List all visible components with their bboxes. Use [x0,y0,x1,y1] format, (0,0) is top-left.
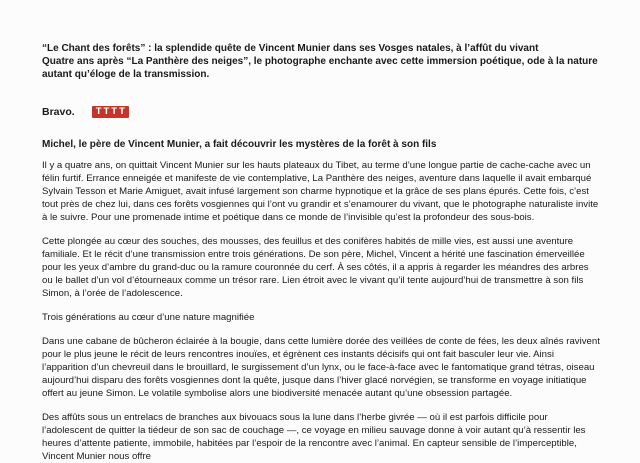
verdict-row [42,105,600,118]
article-paragraph-4: Des affûts sous un entrelacs de branches aux bivouacs sous la lune dans l’herbe givrée — où il est parfois difficile pour l’adolescent de quitter la tiédeur de son sac de couchage —, ce voyage en milieu sauvage donne à voir autant qu’à ressentir les heures d’attente patiente, immobile, habitées par l’espoir de la rencontre avec l’animal. En capteur sensible de l’imperceptible, Vincent Munier nous offre [42,412,586,462]
article-lede [42,42,600,81]
article-subheading: Trois générations au cœur d’une nature magnifiée [42,312,255,323]
article-paragraph-2: Cette plongée au cœur des souches, des mousses, des feuillus et des conifères habités de mille vies, est aussi une aventure familiale. Et le récit d’une transmission entre trois générations. De son père, Michel, Vincent a hérité une fascination émerveillée pour les yeux d’ambre du grand-duc ou la ramure couronnée du cerf. À ses côtés, il a appris à regarder les méandres des arbres ou le ballet d’un vol d’étourneaux comme un trésor rare. Lien étroit avec le vivant qu’il tente aujourd’hui de transmettre à son fils Simon, à l’orée de l’adolescence. [42,236,589,299]
article-title: “Le Chant des forêts” : la splendide quête de Vincent Munier dans ses Vosges natales, à l’affût du vivant [42,43,539,54]
article-standfirst: Quatre ans après “La Panthère des neiges”, le photographe enchante avec cette immersion poétique, ode à la nature autant qu’éloge de la transmission. [42,56,598,80]
article-heading: Michel, le père de Vincent Munier, a fait découvrir les mystères de la forêt à son fils [42,139,437,150]
article-content [42,42,600,463]
verdict-text: Bravo. [42,105,75,118]
article-paragraph-3: Dans une cabane de bûcheron éclairée à la bougie, dans cette lumière dorée des veillées de conte de fées, les deux aînés ravivent pour le plus jeune le récit de leurs rencontres inouïes, et égrènent ces instants décisifs qui ont fait basculer leur vie. Ainsi l’apparition d’un chevreuil dans le brouillard, le surgissement d’un lynx, ou le face-à-face avec le fantomatique grand tétras, oiseau aujourd’hui disparu des forêts vosgiennes dont la quête, jusque dans l’hiver glacé norvégien, se transforme en voyage initiatique offert au jeune Simon. Le volatile symbolise alors une biodiversité menacée autant qu’une obsession partagée. [42,336,600,399]
article-paragraph-1: Il y a quatre ans, on quittait Vincent Munier sur les hauts plateaux du Tibet, au terme d’une longue partie de cache-cache avec un félin furtif. Errance enneigée et manifeste de vie contemplative, La Panthère des neiges, aventure dans laquelle il avait embarqué Sylvain Tesson et Marie Amiguet, avait infusé largement son charme hypnotique et la grâce de ses plans épurés. Cette fois, c’est tout près de chez lui, dans ces forêts vosgiennes qui l’ont vu grandir et s’enamourer du vivant, que le photographe naturaliste invite à le suivre. Pour une promenade intime et poétique dans ce monde de l’invisible qu’est la profondeur des sous-bois. [42,160,599,223]
telerama-rating-badge: TTTT [92,106,129,118]
